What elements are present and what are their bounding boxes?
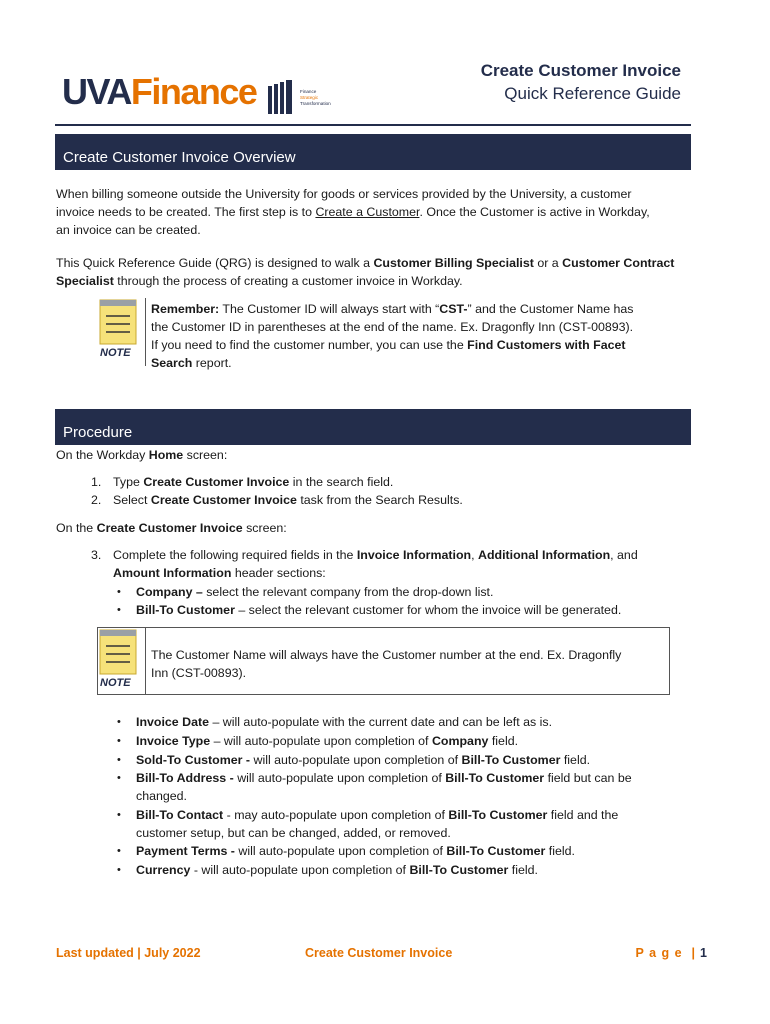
step-1-number: 1. [91,475,102,489]
section-invoice-information: Invoice Information [356,548,472,562]
create-customer-link[interactable]: Create a Customer [315,205,420,219]
step-3-number: 3. [91,548,102,562]
field-name-bill-to-customer: Bill-To Customer [136,603,235,617]
field-desc-invoice-date: – will auto-populate with the current date and can be left as is. [209,715,553,729]
field-item-bill-to-address [117,769,697,805]
note2-line-1: The Customer Name will always have the Customer number at the end. Ex. Dragonfly [151,648,622,662]
footer-page-number: 1 [700,946,707,960]
step-1-text-a: Type [113,475,144,489]
finance-strategic-transformation-logo-icon [268,80,294,116]
footer-last-updated: Last updated | July 2022 [56,946,201,960]
field-desc-currency: - will auto-populate upon completion of [190,863,410,877]
bullet: • [117,716,121,728]
field-item-payment-terms [117,842,697,860]
field-name-invoice-date: Invoice Date [136,715,209,729]
step-3-text-d: header sections: [231,566,326,580]
field-end: field. [488,734,519,748]
field-item-bill-to-contact [117,806,697,842]
step-2-number: 2. [91,493,102,507]
screen-c: screen: [242,521,287,535]
para2-role-2a: Customer Contract [562,256,675,270]
screen-intro [56,519,696,537]
overview-paragraph-2 [56,254,696,290]
bullet: • [117,735,121,747]
overview-banner [55,134,691,170]
field-ref-bill-to-customer: Bill-To Customer [409,863,509,877]
logo-finance-text: Finance [130,71,257,112]
bullet: • [117,754,121,766]
para2-text-c: or a [533,256,563,270]
para2-role-2b: Specialist [56,274,114,288]
header-rule [55,124,691,126]
para1-text-c: . Once the Customer is active in Workday, [419,205,650,219]
bullet: • [117,772,121,784]
para1-text-b: invoice needs to be created. The first step is to [56,205,316,219]
field-desc-bill-to-customer: – select the relevant customer for whom the invoice will be generated. [234,603,622,617]
note2-line-2: Inn (CST-00893). [151,666,247,680]
uva-finance-logo [62,72,256,112]
overview-heading: Create Customer Invoice Overview [63,149,296,166]
field-ref-bill-to-customer: Bill-To Customer [445,771,545,785]
procedure-intro [56,446,696,464]
field-item-bill-to-customer [117,601,697,619]
note1-cst-prefix: CST- [439,302,468,316]
note1-line-3: If you need to find the customer number, you can use the [151,338,468,352]
field-desc-sold-to: will auto-populate upon completion of [250,753,462,767]
field-ref-bill-to-customer: Bill-To Customer [446,844,546,858]
field-end: field. [560,753,591,767]
overview-paragraph-1 [56,185,696,239]
footer-page [636,944,707,962]
document-title-block [481,60,681,106]
note-1-text [151,300,691,372]
field-end: field but can be [544,771,632,785]
fst-line3: Transformation [300,101,331,106]
field-name-invoice-type: Invoice Type [136,734,211,748]
section-amount-information: Amount Information [113,566,232,580]
fst-line2: Strategic [300,95,319,100]
field-ref-company: Company [431,734,489,748]
field-name-payment-terms: Payment Terms - [136,844,235,858]
screen-a: On the [56,521,97,535]
field-desc-bill-to-contact-l2: customer setup, but can be changed, added, or removed. [136,826,451,840]
note-icon-2 [98,628,144,694]
intro-home: Home [148,448,184,462]
field-desc-payment-terms: will auto-populate upon completion of [234,844,447,858]
note-divider-1 [145,298,146,366]
note1-report-name-a: Find Customers with Facet [467,338,626,352]
para2-role-1: Customer Billing Specialist [373,256,534,270]
field-name-sold-to-customer: Sold-To Customer - [136,753,251,767]
note1-text-a: The Customer ID will always start with “ [219,302,440,316]
step-2-text-c: task from the Search Results. [296,493,463,507]
field-ref-bill-to-customer: Bill-To Customer [461,753,561,767]
field-item-invoice-date [117,713,697,731]
note-label: NOTE [100,677,131,689]
step-1-task: Create Customer Invoice [143,475,290,489]
field-name-bill-to-contact: Bill-To Contact [136,808,224,822]
step-3-text-a: Complete the following required fields in the [113,548,357,562]
procedure-banner [55,409,691,445]
field-end: field. [545,844,575,858]
note1-line-2: the Customer ID in parentheses at the end of the name. Ex. Dragonfly Inn (CST-00893). [151,320,634,334]
step-1-text-c: in the search field. [289,475,394,489]
intro-c: screen: [183,448,228,462]
doc-subtitle: Quick Reference Guide [504,84,681,103]
step-3-sep: , [471,548,478,562]
para1-text-d: an invoice can be created. [56,223,201,237]
intro-a: On the Workday [56,448,149,462]
procedure-heading: Procedure [63,424,133,441]
bullet: • [117,845,121,857]
doc-title: Create Customer Invoice [480,61,681,80]
note-divider-2 [145,627,146,694]
field-desc-bill-to-address: will auto-populate upon completion of [233,771,446,785]
field-name-currency: Currency [136,863,191,877]
note1-remember: Remember: [151,302,220,316]
note-icon-1 [98,298,144,366]
note-label: NOTE [100,347,131,359]
step-2-task: Create Customer Invoice [150,493,297,507]
footer-page-label: P a g e | [635,946,697,960]
fst-logo-text [300,89,331,107]
field-desc-bill-to-contact: - may auto-populate upon completion of [223,808,449,822]
note1-line-4: report. [192,356,232,370]
bullet: • [117,809,121,821]
field-item-invoice-type [117,732,697,750]
note1-report-name-b: Search [151,356,193,370]
para2-text-d: through the process of creating a customer invoice in Workday. [113,274,463,288]
field-name-bill-to-address: Bill-To Address - [136,771,234,785]
field-desc-bill-to-address-l2: changed. [136,789,187,803]
field-end: field and the [547,808,619,822]
field-end: field. [508,863,538,877]
section-additional-information: Additional Information [478,548,611,562]
notepad-icon [98,298,138,346]
bullet: • [117,864,121,876]
logo-uva-text: UVA [62,71,131,112]
footer-doc-title: Create Customer Invoice [305,946,453,960]
step-3-text-c: , and [610,548,638,562]
fst-line1: Finance [300,89,317,94]
screen-name: Create Customer Invoice [96,521,243,535]
field-ref-bill-to-customer: Bill-To Customer [448,808,548,822]
field-desc-invoice-type: – will auto-populate upon completion of [210,734,432,748]
field-desc-company: select the relevant company from the drop-down list. [202,585,494,599]
field-item-currency [117,861,697,879]
field-item-sold-to-customer [117,751,697,769]
bullet: • [117,604,121,616]
step-2 [91,491,691,509]
step-2-text-a: Select [113,493,151,507]
para1-text-a: When billing someone outside the University for goods or services provided by the University, a customer [56,187,632,201]
step-1 [91,473,691,491]
field-item-company [117,583,697,601]
field-name-company: Company – [136,585,203,599]
notepad-icon [98,628,138,676]
para2-text-a: This Quick Reference Guide (QRG) is designed to walk a [56,256,374,270]
note1-text-b: ” and the Customer Name has [467,302,634,316]
note-2-text [151,646,666,682]
bullet: • [117,586,121,598]
step-3 [91,546,691,582]
